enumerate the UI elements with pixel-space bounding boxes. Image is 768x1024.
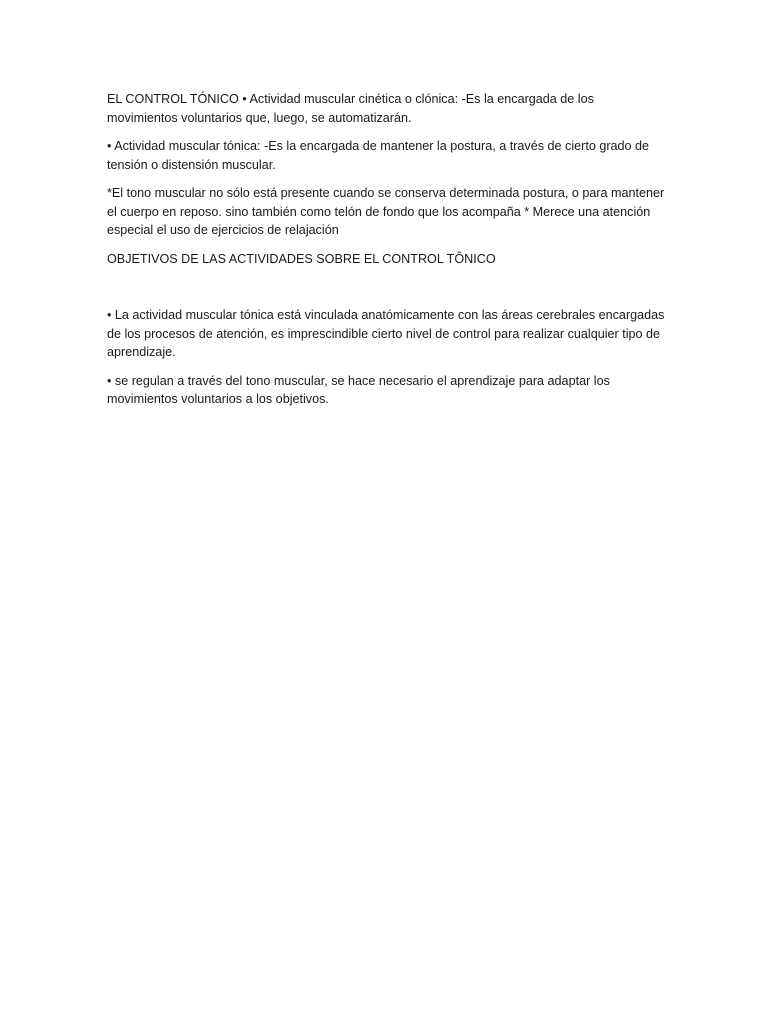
paragraph-objetivo-regulacion: • se regulan a través del tono muscular, se hace necesario el aprendizaje para adaptar los movimientos voluntarios a los objetivos. [107, 373, 610, 406]
paragraph-tono-muscular: *El tono muscular no sólo está presente cuando se conserva determinada postura, o para mantener el cuerpo en reposo. sino también como telón de fondo que los acompaña * Merece una atención especial el uso de ejercicios de relajación [107, 186, 665, 237]
paragraph-objetivo-atencion: • La actividad muscular tónica está vinculada anatómicamente con las áreas cerebrales encargadas de los procesos de atención, es imprescindible cierto nivel de control para realizar cualquier tipo de aprendizaje. [107, 308, 665, 359]
paragraph-control-tonico-intro: EL CONTROL TÓNICO • Actividad muscular cinética o clónica: -Es la encargada de los movimientos voluntarios que, luego, se automatizarán. [107, 92, 594, 125]
document-page [107, 90, 667, 419]
section-heading-objetivos: OBJETIVOS DE LAS ACTIVIDADES SOBRE EL CONTROL TÔNICO [107, 251, 496, 266]
paragraph-actividad-tonica: • Actividad muscular tónica: -Es la encargada de mantener la postura, a través de cierto grado de tensión o distensión muscular. [107, 139, 650, 172]
